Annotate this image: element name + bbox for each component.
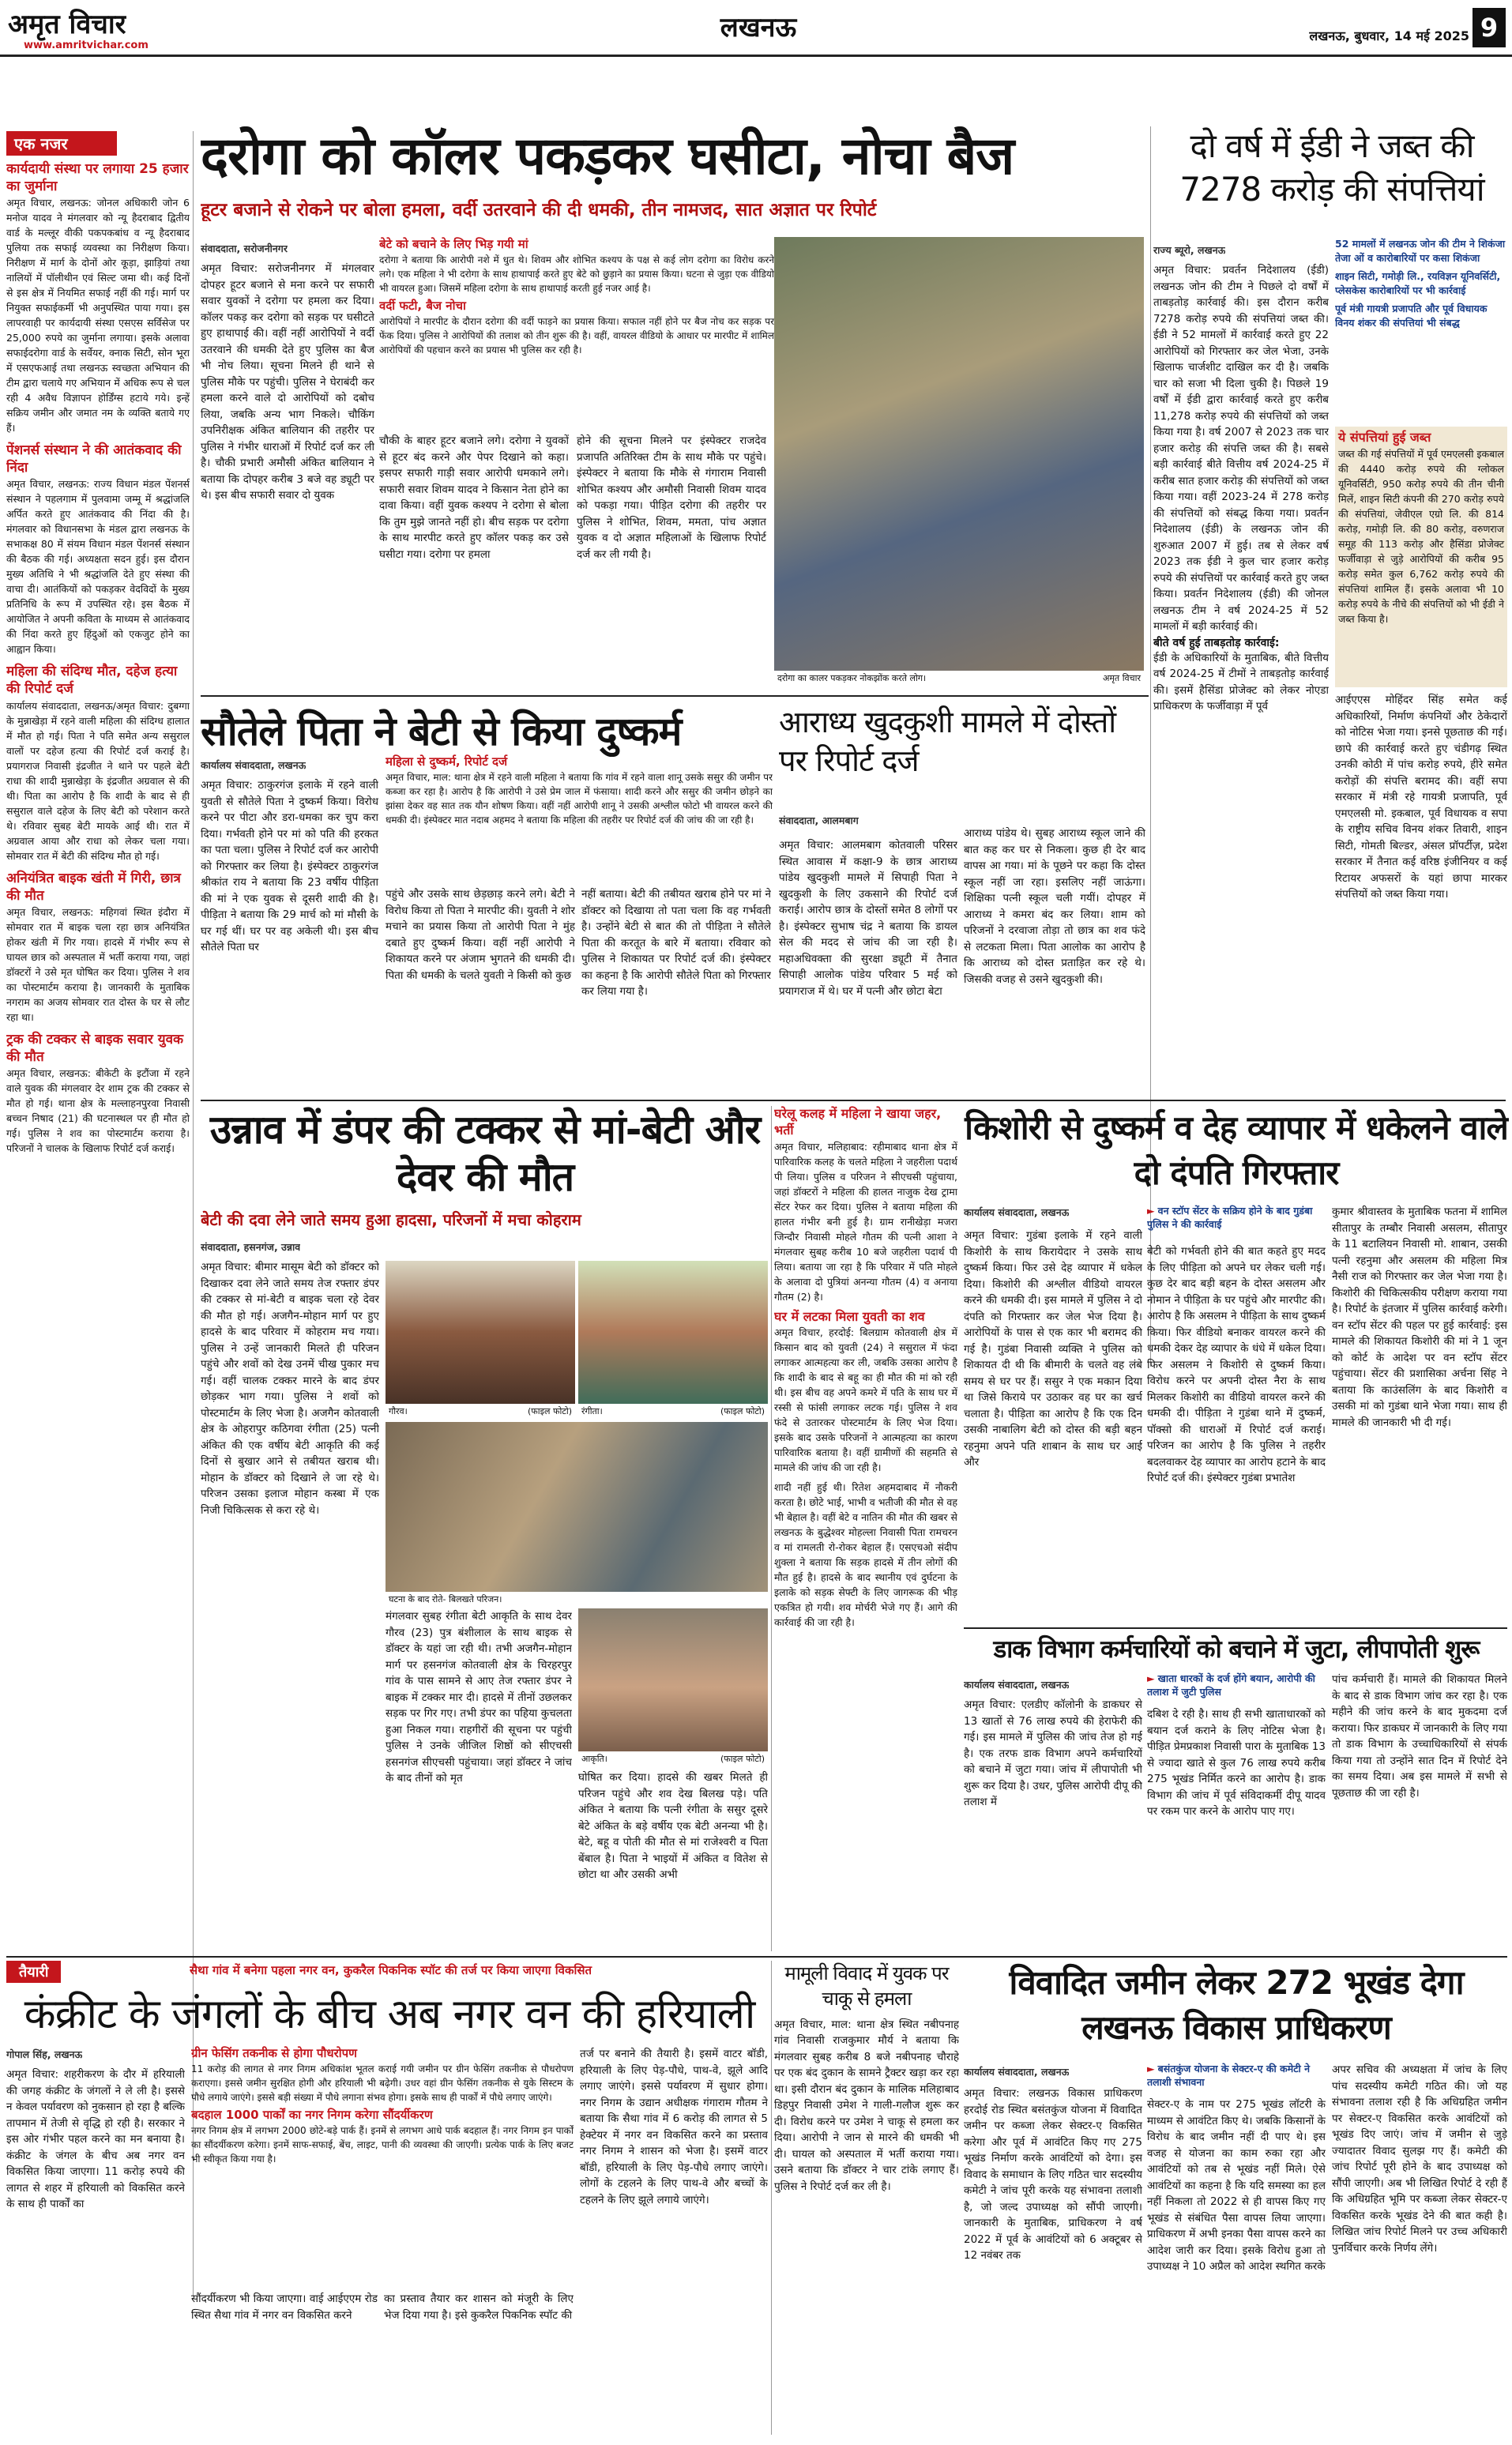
article-column: पांच कर्मचारी हैं। मामले की शिकायत मिलने के बाद से डाक विभाग जांच कर रहा है। एक महीने की जांच करने के बाद मुकदमा दर्ज कराया। फिर डाकघर में जानकारी के लिए गया तो डाक विभाग के उच्चाधिकारियों से संपर्क किया गया तो उन्होंने सात दिन में रिपोर्ट देने का समय दिया। अब इस मामले में सभी से पूछताछ की जा रही है। xyxy=(1332,1673,1507,1800)
article-column: तर्ज पर बनाने की तैयारी है। इसमें वाटर बॉडी, हरियाली के लिए पेड़-पौधे, पाथ-वे, झूले आदि लगाए जाएंगे। इससे पर्यावरण में सुधार होगा। नगर निगम के उद्यान अधीक्षक गंगाराम गौतम ने बताया कि सैथा गांव में 6 करोड़ की लागत से 5 हेक्टेयर में नगर वन विकसित करने का प्रस्ताव नगर निगम ने शासन को भेजा है। इसमें वाटर बॉडी, हरियाली के लिए पेड़-पौधे लगाए जाएंगे। लोगों के टहलने के लिए पाथ-वे और बच्चों के टहलने के लिए झूले लगाये जाएंगे। xyxy=(580,2048,768,2206)
article-body: अमृत विचार, मलिहाबाद: रहीमाबाद थाना क्षेत्र में पारिवारिक कलह के चलते महिला ने जहरीला पदार्थ पी लिया। पुलिस व परिजन ने सीएचसी पहुंचाया, जहां डॉक्टरों ने महिला की हालत नाजुक देख ट्रामा सेंटर रेफर कर दिया। पुलिस ने बताया महिला की हालत गंभीर बनी हुई है। ग्राम रानीखेड़ा मजरा जिन्दौर निवासी मोहले गौतम की पत्नी आशा ने मंगलवार सुबह करीब 10 बजे जहरीला पदार्थ पी लिया। बताया जा रहा है कि परिवार में पति मोहले के अलावा दो पुत्रियां अनन्या गौतम (4) व अनाया गौतम (2) है। xyxy=(774,1140,957,1303)
short-news-column xyxy=(774,1106,957,1951)
article-column: घोषित कर दिया। हादसे की खबर मिलते ही परिजन पहुंचे और शव देख बिलख पड़े। पति अंकित ने बताया कि पत्नी रंगीता के ससुर दूसरे बेटे अंकित के बड़े वर्षीय एक बेटी अनन्या भी है। बेटे, बहू व पोती की मौत से मां राजेश्वरी व पिता बेंबाल है। पिता ने भाइयों में अंकित व वितेश से छोटा था और उसकी अभी xyxy=(578,1771,768,1882)
story-headline: घर में लटका मिला युवती का शव xyxy=(774,1308,925,1324)
photo-credit: अमृत विचार xyxy=(1102,673,1141,683)
byline: राज्य ब्यूरो, लखनऊ xyxy=(1153,244,1226,256)
article-column: अमृत विचार: ठाकुरगंज इलाके में रहने वाली युवती से सौतेले पिता ने दुष्कर्म किया। विरोध करने पर पीटा और डरा-धमका कर चुप करा दिया। गर्भवती होने पर मां को पति की हरकत का पता चला। पुलिस ने रिपोर्ट दर्ज कर आरोपी को गिरफ्तार कर लिया है। इंस्पेक्टर ठाकुरगंज श्रीकांत राय ने बताया कि 23 वर्षीय पीड़िता की मां ने एक युवक से दूसरी शादी की है। पीड़िता ने बताया कि 29 मार्च को मां मौसी के घर गई थीं। घर पर वह अकेली थी। इस बीच सौतेले पिता घर xyxy=(201,779,378,954)
brief-body: अमृत विचार, लखनऊ: महिगवां स्थित इंदौरा में सोमवार रात में बाइक चला रहा छात्र अनियंत्रित होकर खंती में गिर गया। हादसे में गंभीर रूप से घायल छात्र को अस्पताल में भर्ती कराया गया, जहां डॉक्टरों ने उसे मृत घोषित कर दिया। पुलिस ने शव का पोस्टमार्टम कराया है। जानकारी के मुताबिक नगराम का अजय सोमवार रात दोस्त के घर से लौट रहा था। xyxy=(6,905,190,1023)
photo-caption: रंगीता। xyxy=(581,1406,603,1416)
article-body: अमृत विचार, हरदोई: बिलग्राम कोतवाली क्षेत्र में किसान बाद को युवती (24) ने ससुराल में फंदा लगाकर आत्महत्या कर ली, जबकि उसका आरोप है कि शादी के बाद से बहू का ही मौत की मां को रही थी। इस बीच वह अपने कमरे में पति के साथ घर में रस्सी से फांसी लगाकर लटक गई। पुलिस ने शव फंदे से उतारकर पोस्टमार्टम के लिए भेज दिया। इसके बाद उसके परिजनों ने आत्महत्या का कारण पारिवारिक बताया है। वहीं ग्रामीणों की सहमति से मामले की जांच की जा रही है। xyxy=(774,1326,957,1474)
article-column: का प्रस्ताव तैयार कर शासन को मंजूरी के लिए भेज दिया गया है। इसे कुकरैल पिकनिक स्पॉट की xyxy=(384,2293,574,2322)
page-number: 9 xyxy=(1473,8,1506,47)
box-body: आरोपियों ने मारपीट के दौरान दरोगा की वर्दी फाड़ने का प्रयास किया। सफाल नहीं होने पर बैज नोच कर सड़क पर फेंक दिया। पुलिस ने आरोपियों की तलाश को तीन शुरू की है। वहीं, वायरल वीडियो के आधार पर मारपीट में शामिल आरोपियों की पहचान करने का प्रयास भी पुलिस कर रही है। xyxy=(379,315,774,356)
brief-headline: ट्रक की टक्कर से बाइक सवार युवक की मौत xyxy=(6,1031,184,1065)
article-column: पहुंचे और उसके साथ छेड़छाड़ करने लगे। बेटी ने विरोध किया तो पिता ने मारपीट की। युवती ने शोर मचाने का प्रयास किया तो आरोपी पिता ने मुंह दबाते हुए दुष्कर्म किया। वहीं नहीं आरोपी ने शिकायत करने पर अंजाम भुगतने की धमकी दी। पिता की धमकी के चलते युवती ने किसी को कुछ xyxy=(386,888,575,982)
lead-photo xyxy=(774,237,1144,686)
article-column: अमृत विचार: गुडंबा इलाके में रहने वाली किशोरी के साथ किरायेदार ने उसके साथ दुष्कर्म किया। फिर उसे देह व्यापार में धकेल दिया। किशोरी की अश्लील वीडियो वायरल करने की धमकी दी। इस मामले में पुलिस ने दो दंपति को गिरफ्तार कर जेल भेज दिया है। आरोपियों के पास से एक कार भी बरामद की गई है। गुडंबा निवासी व्यक्ति ने पुलिस को शिकायत दी थी कि बीमारी के चलते वह लंबे समय से घर पर हैं। ससुर ने एक मकान दिया था जिसे किराये पर उठाकर वह घर का खर्च चलाता है। पीड़िता का आरोप है कि एक दिन उसकी नाबालिग बेटी को दोस्त की बड़ी बहन रहनुमा अपने पति शाबान के साथ घर आई और xyxy=(964,1229,1142,1469)
photo-caption: आकृति। xyxy=(581,1754,607,1764)
byline: कार्यालय संवाददाता, लखनऊ xyxy=(964,2066,1070,2078)
box-headline: वन स्टॉप सेंटर के सक्रिय होने के बाद गुडंबा पुलिस ने की कार्रवाई xyxy=(1147,1205,1313,1230)
scene-photo xyxy=(386,1422,768,1607)
photo-caption: घटना के बाद रोते- बिलखते परिजन। xyxy=(389,1594,502,1604)
story-headline: किशोरी से दुष्कर्म व देह व्यापार में धकेलने वाले दो दंपति गिरफ्तार xyxy=(965,1108,1508,1192)
brief-body: अमृत विचार, लखनऊ: जोनल अधिकारी जोन 6 मनोज यादव ने मंगलवार को न्यू हैदराबाद द्वितीय वार्ड के मल्लूर वीकी पकपकबांध व न्यू हैदराबाद पुलिया तक सफाई व्यवस्था का निरीक्षण किया। निरीक्षण में मार्ग के दोनों ओर कूड़ा, झाड़ियां तथा नालियों में पॉलीथीन एवं सिल्ट जमा थी। कई दिनों से इस क्षेत्र में नियमित सफाई नहीं की गई। मार्ग पर नियुक्त सफाईकर्मी भी अनुपस्थित पाया गया। इस लापरवाही पर कार्यदायी संस्था एसएस सर्विसेज पर 25,000 रुपये का जुर्माना लगाया। इसके अलावा सफाईदरोगा वार्ड के सर्वेयर, क्नाक सिटी, सोन भूरा में एसएफआई तथा लखनऊ स्वच्छता अभियान की टीम द्वारा चलाये गए अभियान में अधिक रूप से चल रही 4 अवैध विज्ञापन होर्डिंग्स हटाये गये। इन्हें सक्रिय जमीन और जमात नम के व्यक्ति बताये गए हैं। xyxy=(6,197,190,434)
box-headline: खाता धारकों के दर्ज होंगे बयान, आरोपी की तलाश में जुटी पुलिस xyxy=(1147,1672,1315,1698)
article-column: चौकी के बाहर हूटर बजाने लगे। दरोगा ने युवकों से हूटर बंद करने और पेपर दिखाने को कहा। इसपर सफारी गाड़ी सवार आरोपी धमकाने लगे। सफारी सवार शिवम यादव ने किसान नेता होने का दावा किया। वहीं युवक कश्यप ने दरोगा से बोला कि तुम मुझे जानते नहीं हो। बीच सड़क पर दरोगा के साथ मारपीट करते हुए कॉलर पकड़ कर उसे घसीटा गया। दरोगा पर हमला xyxy=(379,434,569,561)
story-headline: सौतेले पिता ने बेटी से किया दुष्कर्म xyxy=(201,709,682,754)
article-column: दबिश दे रही है। साथ ही सभी खाताधारकों को बयान दर्ज कराने के लिए नोटिस भेजा है। पीड़ित प्रेमप्रकाश निवासी पारा के मुताबिक 13 से ज्यादा खाते से कुल 76 लाख रुपये करीब 275 भूखंड निर्मित करने का आरोप है। डाक विभाग की जांच में पूर्व संविदाकर्मी दीपू यादव पर रकम पार करने के आरोप पाए गए। xyxy=(1147,1708,1326,1819)
article-body: अमृत विचार, माल: थाना क्षेत्र स्थित नबीपनाह गांव निवासी राजकुमार मौर्य ने बताया कि मंगलवार सुबह करीब 8 बजे नबीपनाह चौराहे पर एक बंद दुकान के सामने ट्रैक्टर खड़ा कर रहा था। इसी दौरान बंद दुकान के मालिक मलिहाबाद डिहपुर निवासी उमेश ने गाली-गलौज शुरू कर दी। विरोध करने पर उमेश ने चाकू से हमला कर दिया। आरोपी ने जान से मारने की धमकी भी दी। घायल को अस्पताल में भर्ती कराया गया। उसने बताया कि डॉक्टर ने चार टांके लगाए हैं। पुलिस ने रिपोर्ट दर्ज कर ली है। xyxy=(774,2018,959,2193)
section-tag: एक नजर xyxy=(6,131,117,156)
article-column: अमृत विचार: एलडीए कॉलोनी के डाकघर से 13 खातों से 76 लाख रुपये की हेराफेरी की गई। इस मामले में पुलिस की जांच तेज हो गई है। एक तरफ डाक विभाग अपने कर्मचारियों को बचाने में जुटा गया। जांच में लीपापोती भी शुरू कर दिया है। उधर, पुलिस आरोपी दीपू की तलाश में xyxy=(964,1698,1142,1809)
byline: कार्यालय संवाददाता, लखनऊ xyxy=(201,759,307,771)
article-column: अमृत विचार: सरोजनीनगर में मंगलवार दोपहर हूटर बजाने से मना करने पर सफारी सवार युवकों ने दरोगा पर हमला कर दिया। कॉलर पकड़ कर दरोगा को सड़क पर घसीटते हुए हाथापाई की। वहीं नहीं आरोपियों ने वर्दी उतरवाने की धमकी देते हुए पुलिस का बैज भी नोच लिया। सूचना मिलने ही थाने से पुलिस मौके पर पहुंची। पुलिस ने घेराबंदी कर हमला करने वाले दो आरोपियों को दबोच लिया, जबकि अन्य भाग निकले। चौकिंग उपनिरीक्षक अंकित बालियान की तहरीर पर पुलिस ने गंभीर धाराओं में रिपोर्ट दर्ज कर ली है। चौकी प्रभारी अमौसी अंकित बालियान ने बताया कि दोपहर करीब 3 बजे वह ड्यूटी पर थे। इस बीच सफारी सवार दो युवक xyxy=(201,262,374,502)
photo-caption: गौरव। xyxy=(389,1406,408,1416)
story-headline: घरेलू कलह में महिला ने खाया जहर, भर्ती xyxy=(774,1106,942,1138)
article-column: अमृत विचार: आलमबाग कोतवाली परिसर स्थित आवास में कक्षा-9 के छात्र आराध्य पांडेय खुदकुशी मामले में सिपाही पिता ने खुदकुशी के लिए उकसाने की रिपोर्ट दर्ज कराई। आरोप छात्र के दोस्तों समेत 8 लोगों पर है। इंस्पेक्टर सुभाष चंद्र ने बताया कि डायल सेल की मदद से जांच की जा रही है। महाअधिवक्ता की सुरक्षा ड्यूटी में तैनात सिपाही आलोक पांडेय परिवार 5 मई को प्रयागराज में थे। घर में पत्नी और छोटा बेटा xyxy=(779,839,957,998)
brief-headline: अनियंत्रित बाइक खंती में गिरी, छात्र की मौत xyxy=(6,870,181,904)
box-headline: बसंतकुंज योजना के सेक्टर-ए की कमेटी ने तलाशी संभावना xyxy=(1147,2063,1311,2088)
brief-body: अमृत विचार, लखनऊ: बीकेटी के इटौंजा में रहने वाले युवक की मंगलवार देर शाम ट्रक की टक्कर से मौत हो गई। थाना क्षेत्र के मल्लाहनपुरवा निवासी बच्चन निषाद (21) की घटनास्थल पर ही मौत हो गई। पुलिस ने शव का पोस्टमार्टम कराया है। परिजनों ने चालक के खिलाफ रिपोर्ट दर्ज कराई। xyxy=(6,1066,190,1154)
box-body: 11 करोड़ की लागत से नगर निगम अधिकांश भूतल कराई गयी जमीन पर ग्रीन फेसिंग तकनीक से पौधरोपण कराएगा। इससे जमीन सुरक्षित होगी और हरियाली भी बढ़ेगी। उधर वहां ग्रीन फेसिंग तकनीक से युके सिस्टम के पौधे लगाये जाएंगे। इससे बड़ी संख्या में पौधे लगाना संभव होगा। इसके साथ ही पार्कों में पौधे लगाए जाएंगे। xyxy=(191,2063,574,2103)
masthead xyxy=(0,0,1512,57)
article-column: आराध्य पांडेय थे। सुबह आराध्य स्कूल जाने की बात कह कर घर से निकला। कुछ ही देर बाद वापस आ गया। मां के पूछने पर कहा कि दोस्त स्कूल नहीं जा रहा। इसलिए नहीं जाऊंगा। शिक्षिका पत्नी स्कूल चली गयीं। दोपहर में आराध्य ने कमरा बंद कर लिया। शाम को परिजनों ने दरवाजा तोड़ा तो छात्र का शव फंदे से लटकता मिला। पिता आलोक का आरोप है कि आराध्य को दोस्त प्रताड़ित कर रहे थे। जिसकी वजह से उसने खुदकुशी की। xyxy=(964,827,1145,986)
issue-date: लखनऊ, बुधवार, 14 मई 2025 xyxy=(1309,28,1469,43)
box-headline: वर्दी फटी, बैज नोचा xyxy=(379,299,466,314)
section-tag: तैयारी xyxy=(6,1961,61,1983)
lead-sidebox xyxy=(379,237,774,420)
article-column: नहीं बताया। बेटी की तबीयत खराब होने पर मां ने डॉक्टर को दिखाया तो पता चला कि वह गर्भवती है। उन्होंने बेटी से बात की तो पीड़िता ने सौतेले पिता की करतूत के बारे में बताया। रविवार को पुलिस ने शिकायत पर रिपोर्ट दर्ज की। इंस्पेक्टर का कहना है कि आरोपी सौतेले पिता को गिरफ्तार कर लिया गया है। xyxy=(581,888,771,999)
lead-headline: दरोगा को कॉलर पकड़कर घसीटा, नोचा बैज xyxy=(201,126,1014,186)
article-column: बेटी को गर्भवती होने की बात कहते हुए मदद के लिए पीड़िता को अपने घर लेकर चली गई। कुछ देर बाद बड़ी बहन के दोस्त असलम और नोमान ने पीड़िता के घर पहुंचे और मारपीट की। आरोप है कि असलम ने पीड़िता के साथ दुष्कर्म किया। फिर वीडियो बनाकर वायरल करने की धमकी देकर देह व्यापार के धंधे में धकेल दिया। फिर असलम ने किशोरी से दुष्कर्म किया। विरोध करने पर अपनी दोस्त नैरा के साथ मिलकर किशोरी का वीडियो वायरल करने की धमकी दी। पीड़िता ने गुडंबा थाने में दुष्कर्म, पॉक्सो की धाराओं में रिपोर्ट दर्ज कराई। परिजन का आरोप है कि पुलिस ने तहरीर बदलवाकर देह व्यापार का आरोप हटाने के बाद रिपोर्ट दर्ज की। इंस्पेक्टर गुडंबा प्रभातेश xyxy=(1147,1245,1326,1485)
box-headline: ये संपत्तियां हुई जब्त xyxy=(1338,430,1431,445)
box-body: दरोगा ने बताया कि आरोपी नशे में धुत थे। शिवम और शोभित कश्यप के पक्ष से कई लोग दरोगा का विरोध करने लगे। एक महिला ने भी दरोगा के साथ हाथापाई करते हुए बेटे को छुड़ाने का प्रयास किया। घटना से जुड़ा एक वीडियो भी वायरल हुआ। जिसमें महिला दरोगा के साथ हाथापाई करती हुई नजर आई है। xyxy=(379,254,774,294)
side-box: ► वन स्टॉप सेंटर के सक्रिय होने के बाद गुडंबा पुलिस ने की कार्रवाई xyxy=(1147,1205,1313,1230)
box-body: जब्त की गई संपत्तियों में पूर्व एमएलसी इकबाल की 4440 करोड़ रुपये की ग्लोकल यूनिवर्सिटी, 950 करोड़ रुपये की तीन चीनी मिलें, शाइन सिटी कंपनी की 270 करोड़ रुपये की संपत्तियां, जेवीएल एग्रो लि. की 814 करोड़, गमोड़ी लि. की 80 करोड़, वरुणराज समूह की 113 करोड़ और हैसिंडा प्रोजेक्ट फर्जीवाड़ा से जुड़े आरोपियों की करीब 95 करोड़ समेत कुल 6,762 करोड़ रुपये की संपत्तियां शामिल हैं। इसके अलावा भी 10 करोड़ रुपये के नीचे की संपत्तियों को भी ईडी ने जब्त किया है। xyxy=(1338,447,1504,625)
article-column: अमृत विचार: लखनऊ विकास प्राधिकरण हरदोई रोड स्थित बसंतकुंज योजना में विवादित जमीन पर कब्जा लेकर सेक्टर-ए विकसित करेगा और पूर्व में आवंटित किए गए 275 भूखंड निर्माण करके आवंटियों को देगा। इस विवाद के समाधान के लिए गठित चार सदस्यीय कमेटी ने जांच पूरी करके यह संभावना तलाशी है, जो जल्द उपाध्यक्ष को सौंपी जाएगी। जानकारी के मुताबिक, प्राधिकरण ने वर्ष 2022 में पूर्व के आवंटियों को 6 अक्टूबर से 12 नवंबर तक xyxy=(964,2087,1142,2263)
story-headline: आराध्य खुदकुशी मामले में दोस्तों पर रिपोर्ट दर्ज xyxy=(779,705,1116,779)
story-headline: विवादित जमीन लेकर 272 भूखंड देगा लखनऊ विकास प्राधिकरण xyxy=(1009,1963,1464,2047)
story-headline: डाक विभाग कर्मचारियों को बचाने में जुटा, लीपापोती शुरू xyxy=(993,1635,1480,1664)
byline: संवाददाता, आलमबाग xyxy=(779,814,859,826)
box-headline: महिला से दुष्कर्म, रिपोर्ट दर्ज xyxy=(386,754,508,769)
side-box xyxy=(386,754,773,882)
bullet-item: शाइन सिटी, गमोड़ी लि., रयविज्ञन यूनिवर्सिटी, प्लेसकेस कारोबारियों पर भी कार्रवाई xyxy=(1335,270,1501,296)
article-column: अमृत विचार: शहरीकरण के दौर में हरियाली की जगह कंक्रीट के जंगलों ने ले ली है। इससे न केवल पर्यावरण को नुकसान हो रहा है बल्कि तापमान में तेजी से वृद्धि हो रही है। सरकार ने इस ओर गंभीर पहल करने का मन बनाया है। कंक्रीट के जंगल के बीच अब नगर वन विकसित किया जाएगा। 11 करोड़ रुपये की लागत से शहर में हरियाली को विकसित करने के साथ ही पार्कों का xyxy=(6,2068,185,2211)
byline: संवाददाता, सरोजनीनगर xyxy=(201,243,288,254)
brief-headline: कार्यदायी संस्था पर लगाया 25 हजार का जुर्माना xyxy=(6,161,189,195)
article-column: आईएएस मोहिंदर सिंह समेत कई अधिकारियों, निर्माण कंपनियों और ठेकेदारों को नोटिस भेजा गया। इनसे पूछताछ की गई। छापे की कार्रवाई करते हुए चंडीगढ़ स्थित उनकी कोठी में पांच करोड़ रुपये, हीरे समेत करोड़ों की संपत्ति बरामद की। वहीं सपा सरकार में मंत्री रहे गायत्री प्रजापति, पूर्व एमएलसी मो. इकबाल, पूर्व विधायक व सपा के राष्ट्रीय सचिव विनय शंकर तिवारी, शाइन सिटी, गोमती बिल्डर, अंसल प्रॉपर्टीज़, प्रदेश सरकार में तैनात कई वरिष्ठ इंजीनियर व कई रिटायर अफसरों के यहां छापा मारकर संपत्तियों को जब्त किया गया। xyxy=(1335,694,1507,901)
side-box: ► खाता धारकों के दर्ज होंगे बयान, आरोपी की तलाश में जुटी पुलिस xyxy=(1147,1672,1315,1698)
strapline: सैथा गांव में बनेगा पहला नगर वन, कुकरैल पिकनिक स्पॉट की तर्ज पर किया जाएगा विकसित xyxy=(190,1963,592,1977)
brief-body: कार्यालय संवाददाता, लखनऊ/अमृत विचार: दुबग्गा के मुन्नाखेड़ा में रहने वाली महिला की संदिग्ध हालात में मौत हो गई। पिता ने पति समेत अन्य ससुराल वालों पर दहेज हत्या की रिपोर्ट दर्ज कराई है। प्रयागराज निवासी इंद्रजीत ने थाने पर पहले बेटी राधा की शादी मुन्नाखेड़ा के इंद्रजीत अग्रवाल से की थी। पिता का आरोप है कि शादी के बाद से ही ससुराल वाले दहेज के लिए बेटी को परेशान करते थे। रविवार सुबह बेटी मायके आई थी। रात में अग्रवाल आया और राधा को लेकर चला गया। सोमवार रात में बेटी की संदिग्ध मौत हो गई। xyxy=(6,699,190,862)
lead-subheadline: हूटर बजाने से रोकने पर बोला हमला, वर्दी उतरवाने की दी धमकी, तीन नामजद, सात अज्ञात पर रिपोर्ट xyxy=(201,200,877,220)
box-body: अमृत विचार, माल: थाना क्षेत्र में रहने वाली महिला ने बताया कि गांव में रहने वाला शानू उसके ससुर की जमीन पर कब्जा कर रहा है। आरोप है कि आरोपी ने उसे प्रेम जाल में फंसाया। शादी करने और ससुर की जमीन छोड़ने का झांसा देकर वह सात तक यौन शोषण किया। वहीं नहीं आरोपी शानू ने उसकी अश्लील फोटो भी वायरल करने की धमकी दी। इंस्पेक्टर मात नदाब अहमद ने बताया कि महिला की तहरीर पर रिपोर्ट दर्ज की जांच की जा रही है। xyxy=(386,771,773,826)
brief-headline: महिला की संदिग्ध मौत, दहेज हत्या की रिपोर्ट दर्ज xyxy=(6,664,178,698)
article-column: शादी नहीं हुई थी। रितेश अहमदाबाद में नौकरी करता है। छोटे भाई, भाभी व भतीजी की मौत से वह भी बेहाल है। वहीं बेटे व नातिन की मौत की खबर से लखनऊ के बुद्धेश्वर मोहल्ला निवासी पिता रामचरन व मां रामलती रो-रोकर बेहाल हैं। एसएचओ संदीप शुक्ला ने बताया कि सड़क हादसे में तीन लोगों की मौत हुई है। हादसे के बाद स्थानीय एवं दुर्घटना के इलाके को सड़क सेफ्टी के लिए जागरूक की भीड़ एकत्रित हो गयी। शव मोर्चरी भेजे गए हैं। आगे की कार्रवाई की जा रही है। xyxy=(774,1481,957,1629)
story-headline: उन्नाव में डंपर की टक्कर से मां-बेटी और देवर की मौत xyxy=(209,1107,761,1200)
byline: कार्यालय संवाददाता, लखनऊ xyxy=(964,1679,1070,1691)
byline: गोपाल सिंह, लखनऊ xyxy=(6,2048,83,2060)
article-column: मंगलवार सुबह रंगीता बेटी आकृति के साथ देवर गौरव (23) पुत्र बंशीलाल के साथ बाइक से डॉक्टर के यहां जा रही थी। तभी अजगैन-मोहान मार्ग पर हसनगंज कोतवाली क्षेत्र के चिरहरपुर गांव के पास सामने से आए तेज रफ्तार डंपर ने बाइक में टक्कर मार दी। हादसे में तीनों उछलकर सड़क पर गिर गए। तभी डंपर का पहिया कुचलता हुआ निकल गया। राहगीरों की सूचना पर पहुंची पुलिस ने उनके जीजिल शिष्ठों को सीएचसी हसनगंज सीएचसी पहुंचाया। जहां डॉक्टर ने जांच के बाद तीनों को मृत xyxy=(386,1610,572,1785)
portrait-photo xyxy=(386,1261,575,1419)
byline: संवाददाता, हसनगंज, उन्नाव xyxy=(201,1241,301,1253)
short-news-column xyxy=(774,1961,959,2438)
portrait-photo xyxy=(578,1608,768,1766)
box-headline: बेटे को बचाने के लिए भिड़ गयी मां xyxy=(379,237,528,251)
brief-body: अमृत विचार, लखनऊ: राज्य विधान मंडल पेंशनर्स संस्थान ने पहलगाम में पुलवामा जम्मू में श्रद्धांजलि अर्पित करते हुए आतंकवाद की निंदा की है। मंगलवार को विधानसभा के मंडल द्वारा लखनऊ के सभाकक्ष 80 में संयम विधान मंडल पेंशनर्स संस्थान की बैठक की गई। अध्यक्षता सदन हुई। इस दौरान मुख्य अतिथि ने भी श्रद्धांजलि देते हुए संस्था की वाचा दी। आतंकियों को पकड़कर वेदविदों के मुख्य प्रतिनिधि के रूप में उपस्थित रहे। इस बैठक में आयोजित ने अपनी कविता के माध्यम से आतंकवाद की निंदा करते हुए हिंदुओं को एकजुट होने का आह्वान किया। xyxy=(6,478,190,656)
article-column: ईडी के अधिकारियों के मुताबिक, बीते वित्तीय वर्ष 2024-25 में टीमों ने ताबड़तोड़ कार्रवाई की। इसमें हैसिंडा प्रोजेक्ट को लेकर नोएडा प्राधिकरण के फर्जीवाड़ा में पूर्व xyxy=(1153,651,1329,713)
bullet-item: 52 मामलों में लखनऊ जोन की टीम ने शिकंजा तेजा ओं व कारोबारियों पर कसा शिकंजा xyxy=(1335,238,1506,264)
side-box: ► बसंतकुंज योजना के सेक्टर-ए की कमेटी ने तलाशी संभावना xyxy=(1147,2063,1311,2088)
story-headline: मामूली विवाद में युवक पर चाकू से हमला xyxy=(784,1962,949,2011)
photo-caption: दरोगा का कालर पकड़कर नोकझोंक करते लोग। xyxy=(777,673,927,683)
photo-credit: (फाइल फोटो) xyxy=(720,1406,765,1416)
ed-headline: दो वर्ष में ईडी ने जब्त की 7278 करोड़ की संपत्तियां xyxy=(1179,126,1484,209)
article-column: सेक्टर-ए के नाम पर 275 भूखंड लॉटरी के माध्यम से आवंटित किए थे। जबकि किसानों के विरोध के बाद जमीन नहीं दी पाए थे। इस वजह से योजना का काम रुका रहा और आवंटियों को तब से भूखंड नहीं मिले। ऐसे आवंटियों का कहना है कि यदि समस्या का हल नहीं निकला तो 2022 से ही वापस किए गए भूखंड से संबंधित पैसा वापस लिया जाएगा। प्राधिकरण में अभी इनका पैसा वापस करने का आदेश जारी कर दिया। इसके विरोध हुआ तो उपाध्यक्ष ने 10 अप्रैल को आदेश स्थगित करके xyxy=(1147,2098,1326,2274)
brief-headline: पेंशनर्स संस्थान ने की आतंकवाद की निंदा xyxy=(6,442,182,476)
subhead: बीते वर्ष हुई ताबड़तोड़ कार्रवाई: xyxy=(1153,636,1280,649)
article-column: सौंदर्यीकरण भी किया जाएगा। वाई आईएएम रोड स्थित सैथा गांव में नगर वन विकसित करने xyxy=(191,2293,378,2322)
side-box xyxy=(191,2046,574,2283)
portrait-photo xyxy=(578,1261,768,1419)
article-column: अमृत विचार: बीमार मासूम बेटी को डॉक्टर को दिखाकर दवा लेने जाते समय तेज रफ्तार डंपर की टक्कर से मां-बेटी व बाइक चला रहे देवर की मौत हो गई। अजगैन-मोहान मार्ग पर हुए हादसे के बाद परिवार में कोहराम मच गया। पुलिस ने उन्हें जानकारी मिलते ही परिजन पहुंचे और शवों को देख उनमें चीख पुकार मच गई। वहीं चालक टक्कर मारने के बाद डंपर छोड़कर भाग गया। पुलिस ने शवों को पोस्टमार्टम के लिए भेजा है। अजगैन कोतवाली क्षेत्र के ओहरापुर कठिगवा रंगीता (25) पत्नी अंकित की एक वर्षीय बेटी आकृति की कई दिनों से बुखार आने से तबीयत खराब थी। मोहान के डॉक्टर को दिखाने ले जा रहे थे। परिजन उसका इलाज मोहान कस्बा में एक निजी चिकित्सक से करा रहे थे। xyxy=(201,1261,379,1517)
box-body: नगर निगम क्षेत्र में लगभग 2000 छोटे-बड़े पार्क हैं। इनमें से लगभग आधे पार्क बदहाल हैं। नगर निगम इन पार्कों का सौंदर्यीकरण करेगा। इनमें साफ-सफाई, बेंच, लाइट, पानी की व्यवस्था की जाएगी। प्रत्येक पार्क के लिए बजट भी स्वीकृत किया गया है। xyxy=(191,2124,574,2165)
city-name: लखनऊ xyxy=(720,12,797,43)
box-headline: ग्रीन फेसिंग तकनीक से होगा पौधरोपण xyxy=(191,2046,357,2060)
article-column: अमृत विचार: प्रवर्तन निदेशालय (ईडी) लखनऊ जोन की टीम ने पिछले दो वर्षों में ताबड़तोड़ कार्रवाई की। इस दौरान करीब 7278 करोड़ रुपये की संपत्तियां जब्त की। ईडी ने 52 मामलों में कार्रवाई करते हुए 22 आरोपियों को गिरफ्तार कर जेल भेजा, उनके खिलाफ चार्जशीट दाखिल कर दी है। जबकि चार को सजा भी दिला चुकी है। पिछले 19 वर्षों में ईडी द्वारा कार्रवाई करते हुए करीब 11,278 करोड़ रुपये की संपत्तियों को जब्त किया गया है। वर्ष 2007 से 2023 तक चार हजार करोड़ की संपत्ति जब्त की है। सबसे बड़ी कार्रवाई बीते वित्तीय वर्ष 2024-25 में करीब सात हजार करोड़ की संपत्तियों को जब्त किया गया। वहीं 2023-24 में 278 करोड़ की संपत्तियों को संबद्ध किया गया। प्रवर्तन निदेशालय (ईडी) के लखनऊ जोन की शुरुआत 2007 में हुई। तब से लेकर वर्ष 2023 तक ईडी ने कुल चार हजार करोड़ रुपये की संपत्तियों पर कार्रवाई करते हुए जब्त किया। प्रवर्तन निदेशालय (ईडी) की जोनल लखनऊ टीम ने वर्ष 2024-25 में 52 मामलों में बड़ी कार्रवाई की। xyxy=(1153,264,1329,634)
story-subheadline: बेटी की दवा लेने जाते समय हुआ हादसा, परिजनों में मचा कोहराम xyxy=(201,1210,581,1229)
photo-credit: (फाइल फोटो) xyxy=(528,1406,572,1416)
byline: कार्यालय संवाददाता, लखनऊ xyxy=(964,1206,1070,1218)
article-column: कुमार श्रीवास्तव के मुताबिक फतना में शामिल सीतापुर के तम्बौर निवासी असलम, सीतापुर के 11 बटालियन निवासी मो. शाबान, उसकी पत्नी रहनुमा और असलम की महिला मित्र नैसी राज को गिरफ्तार कर जेल भेजा गया है। किशोरी की चिकित्सकीय परीक्षण कराया गया है। रिपोर्ट के इंतजार में पुलिस कार्रवाई करेगी। वन स्टॉप सेंटर की पहल पर हुई कार्रवाई: इस मामले की शिकायत किशोरी की मां ने 1 जून को कोर्ट के आदेश पर वन स्टॉप सेंटर पहुंचाया। सेंटर की प्रशासिका अर्चना सिंह ने बताया कि काउंसलिंग के बाद किशोरी व उसकी मां को गुडंबा थाने भेजा गया। साथ ही मामले की जानकारी भी दी गई। xyxy=(1332,1206,1507,1429)
photo-credit: (फाइल फोटो) xyxy=(720,1754,765,1764)
ed-bullets xyxy=(1335,237,1507,329)
bullet-item: पूर्व मंत्री गायत्री प्रजापति और पूर्व विधायक विनय शंकर की संपत्तियां भी संबद्ध xyxy=(1335,303,1488,329)
article-column: अपर सचिव की अध्यक्षता में जांच के लिए पांच सदस्यीय कमेटी गठित की। जो यह संभावना तलाश रही है कि अधिग्रहित जमीन पर सेक्टर-ए विकसित करके आवंटियों को भूखंड दिए जाएं। जांच में जमीन से जुड़े ज्यादातर विवाद सुलझ गए हैं। कमेटी की जांच रिपोर्ट पूरी होने के बाद उपाध्यक्ष को सौंपी जाएगी। अब भी लिखित रिपोर्ट दे रही हैं कि अधिग्रहित भूमि पर कब्जा लेकर सेक्टर-ए विकसित करके भूखंड देने की बात कही है। लिखित जांच रिपोर्ट मिलने पर उच्च अधिकारी पुनर्विचार करके निर्णय लेंगे। xyxy=(1332,2063,1507,2255)
article-column: होने की सूचना मिलने पर इंस्पेक्टर राजदेव प्रजापति अतिरिक्त टीम के साथ मौके पर पहुंचे। इंस्पेक्टर ने बताया कि मौके से गंगाराम निवासी शोभित कश्यप और अमौसी निवासी शिवम यादव को पकड़ा गया। पीड़ित दरोगा की तहरीर पर पुलिस ने शोभित, शिवम, ममता, पांच अज्ञात युवक व दो अज्ञात महिलाओं के खिलाफ रिपोर्ट दर्ज कर ली गयी है। xyxy=(577,434,766,561)
site-url: www.amritvichar.com xyxy=(24,39,149,51)
ed-box xyxy=(1335,427,1507,687)
ed-body xyxy=(1153,262,1329,1368)
brand-logo: अमृत विचार xyxy=(8,9,126,40)
box-headline: बदहाल 1000 पार्कों का नगर निगम करेगा सौंदर्यीकरण xyxy=(191,2108,433,2123)
story-headline: कंक्रीट के जंगलों के बीच अब नगर वन की हरियाली xyxy=(24,1991,755,2038)
